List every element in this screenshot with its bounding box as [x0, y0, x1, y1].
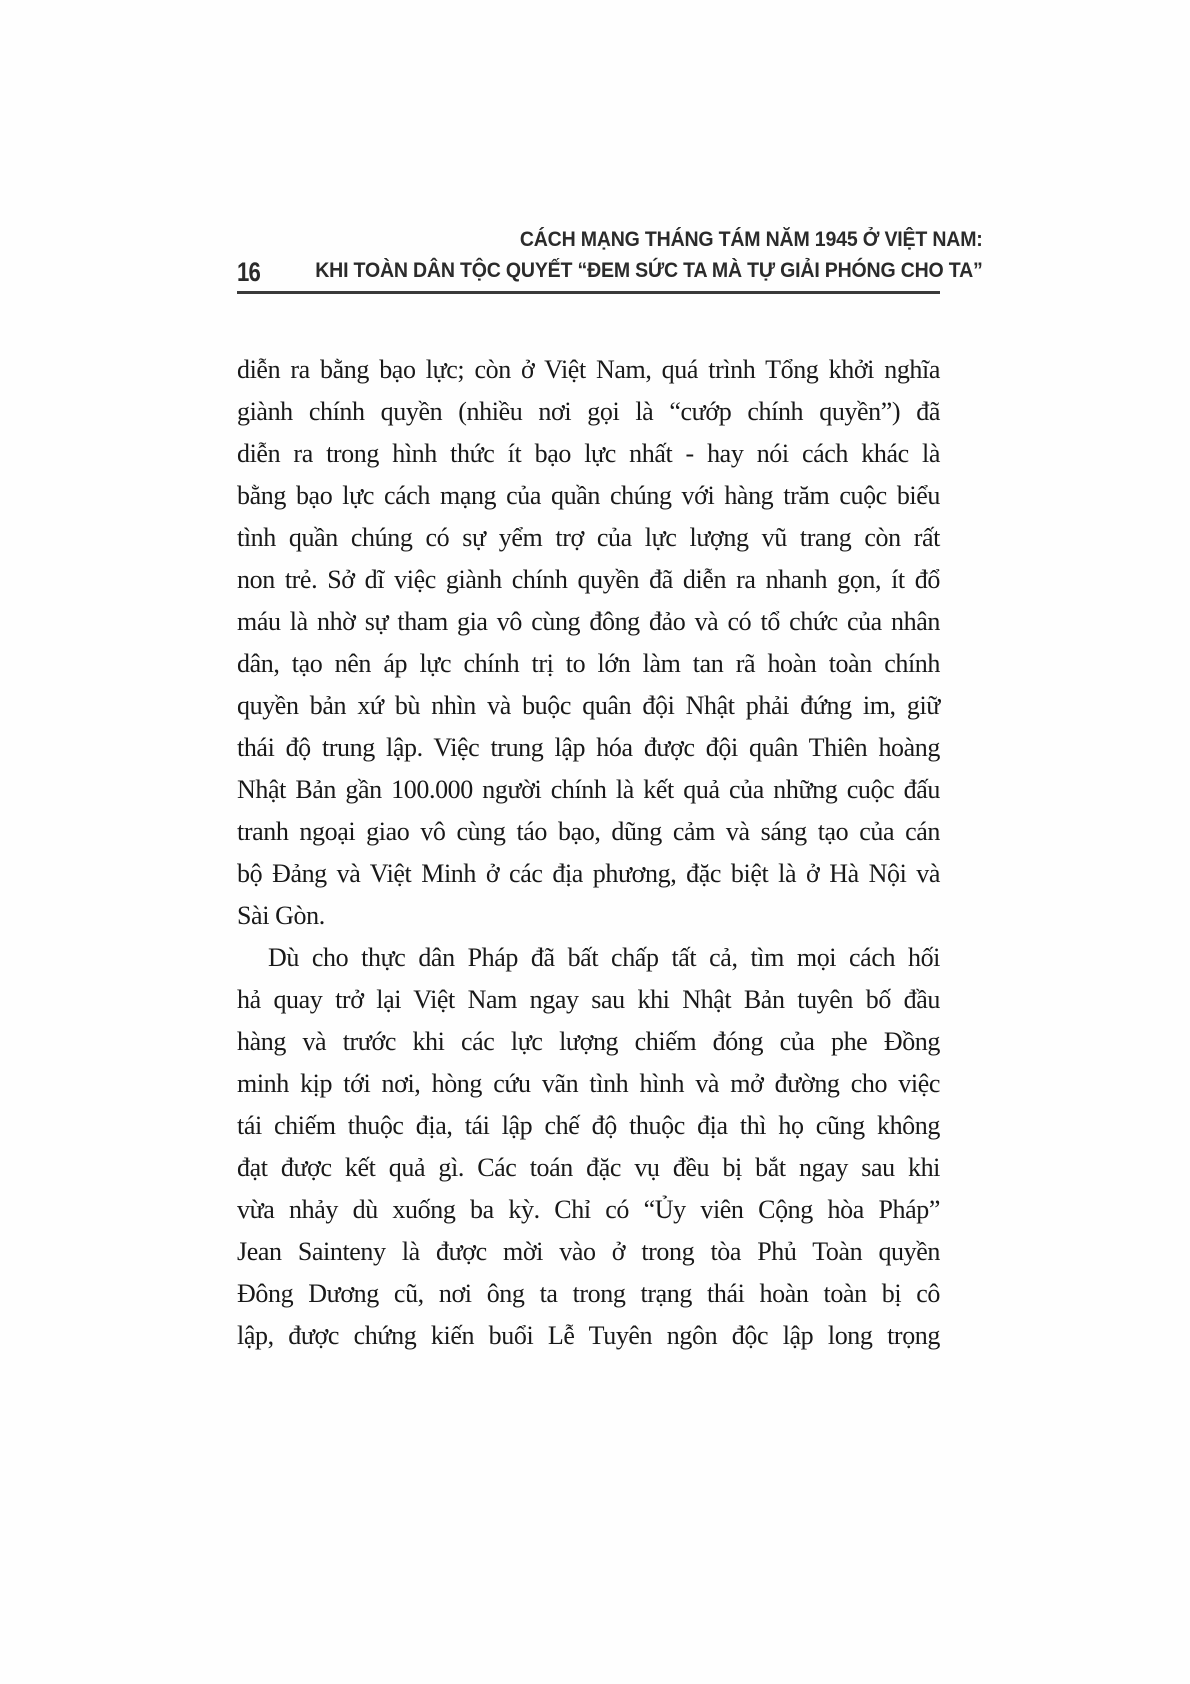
- running-head-line-2: KHI TOÀN DÂN TỘC QUYẾT “ĐEM SỨC TA MÀ TỰ GIẢI PHÓNG CHO TA”: [315, 259, 983, 282]
- body-text: [237, 349, 940, 1357]
- paragraph-1: [237, 349, 940, 937]
- text-line: diễn ra trong hình thức ít bạo lực nhất - hay nói cách khác là: [237, 439, 940, 468]
- text-line: giành chính quyền (nhiều nơi gọi là “cướp chính quyền”) đã: [237, 397, 940, 426]
- text-line: bằng bạo lực cách mạng của quần chúng với hàng trăm cuộc biểu: [237, 481, 940, 510]
- running-header: [237, 224, 983, 287]
- text-line: hả quay trở lại Việt Nam ngay sau khi Nhật Bản tuyên bố đầu: [237, 985, 940, 1014]
- text-line: thái độ trung lập. Việc trung lập hóa được đội quân Thiên hoàng: [237, 733, 940, 762]
- text-line: bộ Đảng và Việt Minh ở các địa phương, đặc biệt là ở Hà Nội và: [237, 859, 940, 888]
- text-line: Nhật Bản gần 100.000 người chính là kết quả của những cuộc đấu: [237, 775, 940, 804]
- text-line: Đông Dương cũ, nơi ông ta trong trạng thái hoàn toàn bị cô: [237, 1279, 940, 1308]
- text-line: dân, tạo nên áp lực chính trị to lớn làm tan rã hoàn toàn chính: [237, 649, 940, 678]
- text-line: hàng và trước khi các lực lượng chiếm đóng của phe Đồng: [237, 1027, 940, 1056]
- text-line: Sài Gòn.: [237, 901, 325, 930]
- text-line: tái chiếm thuộc địa, tái lập chế độ thuộc địa thì họ cũng không: [237, 1111, 940, 1140]
- text-line: tranh ngoại giao vô cùng táo bạo, dũng cảm và sáng tạo của cán: [237, 817, 940, 846]
- page-content: [237, 224, 983, 1357]
- text-line: minh kịp tới nơi, hòng cứu vãn tình hình và mở đường cho việc: [237, 1069, 940, 1098]
- text-line: Dù cho thực dân Pháp đã bất chấp tất cả, tìm mọi cách hối: [268, 943, 940, 972]
- text-line: máu là nhờ sự tham gia vô cùng đông đảo và có tổ chức của nhân: [237, 607, 940, 636]
- text-line: đạt được kết quả gì. Các toán đặc vụ đều bị bắt ngay sau khi: [237, 1153, 940, 1182]
- text-line: tình quần chúng có sự yểm trợ của lực lượng vũ trang còn rất: [237, 523, 940, 552]
- page-number: 16: [237, 257, 260, 287]
- paragraph-2: [237, 937, 940, 1357]
- text-line: vừa nhảy dù xuống ba kỳ. Chỉ có “Ủy viên Cộng hòa Pháp”: [237, 1195, 940, 1224]
- running-head: [315, 224, 982, 286]
- text-line: diễn ra bằng bạo lực; còn ở Việt Nam, quá trình Tổng khởi nghĩa: [237, 355, 940, 384]
- text-line: quyền bản xứ bù nhìn và buộc quân đội Nhật phải đứng im, giữ: [237, 691, 940, 720]
- running-head-line-1: CÁCH MẠNG THÁNG TÁM NĂM 1945 Ở VIỆT NAM:: [519, 228, 983, 251]
- text-line: Jean Sainteny là được mời vào ở trong tòa Phủ Toàn quyền: [237, 1237, 940, 1266]
- header-rule: [237, 291, 940, 294]
- text-line: lập, được chứng kiến buổi Lễ Tuyên ngôn độc lập long trọng: [237, 1321, 940, 1350]
- text-line: non trẻ. Sở dĩ việc giành chính quyền đã diễn ra nhanh gọn, ít đổ: [237, 565, 940, 594]
